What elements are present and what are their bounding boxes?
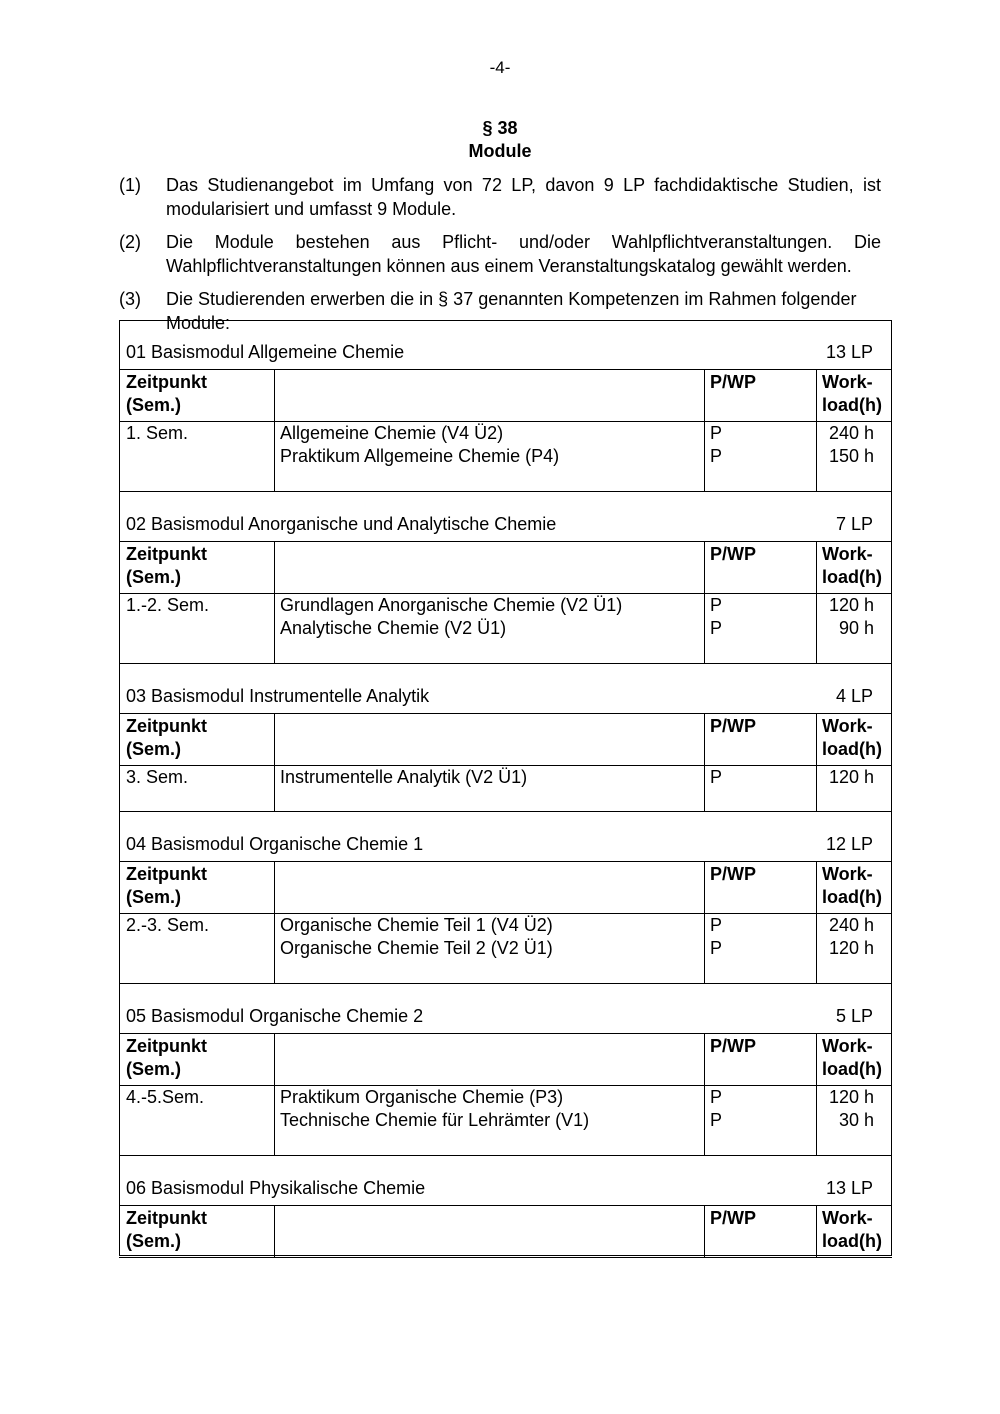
header-workload bbox=[822, 543, 882, 589]
paragraph-number: (2) bbox=[119, 232, 141, 252]
module-credit-points: 4 LP bbox=[835, 686, 873, 706]
module-title: 06 Basismodul Physikalische Chemie bbox=[126, 1178, 426, 1198]
column-rule bbox=[816, 861, 817, 983]
paragraph-text: Die Module bestehen aus Pflicht- und/oder Wahlpflichtveranstaltungen. Die Wahlpflichtveranstaltungen können aus einem Veranstaltungskatalog gewählt werden. bbox=[166, 232, 881, 276]
module-credit-points: 13 LP bbox=[825, 342, 873, 362]
header-workload-line2: load(h) bbox=[822, 739, 882, 759]
table-rule bbox=[119, 983, 892, 984]
course-workload: 240 h bbox=[828, 915, 874, 935]
module-title: 03 Basismodul Instrumentelle Analytik bbox=[126, 686, 430, 706]
course-type: P bbox=[710, 767, 723, 787]
column-rule bbox=[704, 369, 705, 491]
column-rule bbox=[274, 369, 275, 491]
header-workload bbox=[822, 1207, 882, 1253]
table-rule bbox=[119, 1155, 892, 1156]
column-rule bbox=[704, 541, 705, 663]
module-credit-points: 12 LP bbox=[825, 834, 873, 854]
header-zeitpunkt-line1: Zeitpunkt bbox=[126, 372, 207, 392]
table-rule bbox=[119, 1257, 892, 1258]
course-workload: 240 h bbox=[828, 423, 874, 443]
header-pwp: P/WP bbox=[710, 864, 757, 884]
module-table bbox=[119, 320, 892, 1256]
paragraph-number: (1) bbox=[119, 175, 141, 195]
course-type: P bbox=[710, 595, 723, 615]
table-rule bbox=[119, 1205, 892, 1206]
course-workloads bbox=[822, 594, 874, 640]
header-workload-line2: load(h) bbox=[822, 395, 882, 415]
semester-cell: 2.-3. Sem. bbox=[126, 915, 210, 935]
header-zeitpunkt-line2: (Sem.) bbox=[126, 887, 182, 907]
header-pwp: P/WP bbox=[710, 716, 757, 736]
paragraph-number: (3) bbox=[119, 289, 141, 309]
course-types bbox=[710, 914, 722, 960]
header-zeitpunkt bbox=[126, 715, 207, 761]
course-name: Organische Chemie Teil 2 (V2 Ü1) bbox=[280, 938, 553, 958]
column-rule bbox=[274, 1033, 275, 1155]
header-zeitpunkt-line2: (Sem.) bbox=[126, 1059, 182, 1079]
column-rule bbox=[816, 541, 817, 663]
header-zeitpunkt bbox=[126, 1035, 207, 1081]
module-title: 04 Basismodul Organische Chemie 1 bbox=[126, 834, 424, 854]
module-credit-points: 13 LP bbox=[825, 1178, 873, 1198]
course-names bbox=[280, 766, 527, 789]
header-zeitpunkt bbox=[126, 543, 207, 589]
module-credit-points: 5 LP bbox=[835, 1006, 873, 1026]
course-name: Technische Chemie für Lehrämter (V1) bbox=[280, 1110, 590, 1130]
column-rule bbox=[816, 369, 817, 491]
column-rule bbox=[704, 861, 705, 983]
table-rule bbox=[119, 811, 892, 812]
course-names bbox=[280, 422, 559, 468]
paragraph-1 bbox=[119, 173, 881, 221]
paragraph-text: Das Studienangebot im Umfang von 72 LP, davon 9 LP fachdidaktische Studien, ist modularisiert und umfasst 9 Module. bbox=[166, 175, 881, 219]
course-types bbox=[710, 422, 722, 468]
header-workload-line1: Work- bbox=[822, 1208, 873, 1228]
module-credit-points: 7 LP bbox=[835, 514, 873, 534]
course-name: Instrumentelle Analytik (V2 Ü1) bbox=[280, 767, 528, 787]
course-name: Grundlagen Anorganische Chemie (V2 Ü1) bbox=[280, 595, 623, 615]
header-workload-line1: Work- bbox=[822, 544, 873, 564]
header-workload-line2: load(h) bbox=[822, 887, 882, 907]
header-pwp: P/WP bbox=[710, 544, 757, 564]
header-workload-line2: load(h) bbox=[822, 1231, 882, 1251]
header-zeitpunkt-line1: Zeitpunkt bbox=[126, 864, 207, 884]
module-title: 05 Basismodul Organische Chemie 2 bbox=[126, 1006, 424, 1026]
header-zeitpunkt-line1: Zeitpunkt bbox=[126, 716, 207, 736]
header-workload-line2: load(h) bbox=[822, 567, 882, 587]
paragraph-text: Die Studierenden erwerben die in § 37 genannten Kompetenzen im Rahmen folgender Module: bbox=[166, 289, 857, 333]
course-workloads bbox=[822, 422, 874, 468]
header-workload-line1: Work- bbox=[822, 1036, 873, 1056]
header-workload bbox=[822, 715, 882, 761]
semester-cell: 1.-2. Sem. bbox=[126, 595, 210, 615]
header-zeitpunkt bbox=[126, 863, 207, 909]
header-zeitpunkt-line1: Zeitpunkt bbox=[126, 1036, 207, 1056]
paragraph-2 bbox=[119, 230, 881, 278]
semester-cell: 3. Sem. bbox=[126, 767, 189, 787]
course-workloads bbox=[822, 1086, 874, 1132]
section-title: Module bbox=[468, 141, 532, 161]
course-workloads bbox=[822, 914, 874, 960]
module-title: 01 Basismodul Allgemeine Chemie bbox=[126, 342, 405, 362]
header-workload-line2: load(h) bbox=[822, 1059, 882, 1079]
column-rule bbox=[704, 1033, 705, 1155]
table-rule bbox=[119, 713, 892, 714]
header-workload bbox=[822, 863, 882, 909]
table-rule bbox=[119, 369, 892, 370]
course-types bbox=[710, 594, 722, 640]
module-title: 02 Basismodul Anorganische und Analytische Chemie bbox=[126, 514, 557, 534]
header-zeitpunkt-line1: Zeitpunkt bbox=[126, 1208, 207, 1228]
header-workload-line1: Work- bbox=[822, 864, 873, 884]
section-heading bbox=[0, 117, 1000, 163]
course-names bbox=[280, 914, 553, 960]
header-zeitpunkt-line2: (Sem.) bbox=[126, 1231, 182, 1251]
table-rule bbox=[119, 1033, 892, 1034]
column-rule bbox=[704, 713, 705, 811]
column-rule bbox=[816, 713, 817, 811]
course-type: P bbox=[710, 423, 723, 443]
column-rule bbox=[274, 861, 275, 983]
course-workload: 120 h bbox=[828, 1087, 874, 1107]
course-names bbox=[280, 594, 622, 640]
table-rule bbox=[119, 663, 892, 664]
header-zeitpunkt bbox=[126, 371, 207, 417]
header-zeitpunkt-line2: (Sem.) bbox=[126, 567, 182, 587]
column-rule bbox=[704, 1205, 705, 1257]
page-number: -4- bbox=[489, 58, 511, 77]
course-workload: 30 h bbox=[838, 1110, 874, 1130]
course-name: Praktikum Allgemeine Chemie (P4) bbox=[280, 446, 560, 466]
course-name: Praktikum Organische Chemie (P3) bbox=[280, 1087, 564, 1107]
course-type: P bbox=[710, 1110, 723, 1130]
course-workload: 90 h bbox=[838, 618, 874, 638]
course-workload: 120 h bbox=[828, 595, 874, 615]
course-type: P bbox=[710, 446, 723, 466]
header-pwp: P/WP bbox=[710, 1208, 757, 1228]
header-pwp: P/WP bbox=[710, 372, 757, 392]
header-zeitpunkt-line1: Zeitpunkt bbox=[126, 544, 207, 564]
header-pwp: P/WP bbox=[710, 1036, 757, 1056]
course-workload: 120 h bbox=[828, 767, 874, 787]
course-name: Organische Chemie Teil 1 (V4 Ü2) bbox=[280, 915, 553, 935]
column-rule bbox=[816, 1033, 817, 1155]
column-rule bbox=[274, 1205, 275, 1257]
section-number: § 38 bbox=[482, 118, 518, 138]
course-workload: 120 h bbox=[828, 938, 874, 958]
header-workload bbox=[822, 371, 882, 417]
course-type: P bbox=[710, 938, 723, 958]
table-rule bbox=[119, 541, 892, 542]
column-rule bbox=[274, 541, 275, 663]
course-type: P bbox=[710, 618, 723, 638]
table-rule bbox=[119, 491, 892, 492]
course-workload: 150 h bbox=[828, 446, 874, 466]
column-rule bbox=[816, 1205, 817, 1257]
header-zeitpunkt bbox=[126, 1207, 207, 1253]
course-workloads bbox=[822, 766, 874, 789]
course-type: P bbox=[710, 915, 723, 935]
course-types bbox=[710, 766, 722, 789]
semester-cell: 1. Sem. bbox=[126, 423, 189, 443]
semester-cell: 4.-5.Sem. bbox=[126, 1087, 205, 1107]
header-workload-line1: Work- bbox=[822, 372, 873, 392]
header-zeitpunkt-line2: (Sem.) bbox=[126, 739, 182, 759]
course-name: Analytische Chemie (V2 Ü1) bbox=[280, 618, 507, 638]
header-zeitpunkt-line2: (Sem.) bbox=[126, 395, 182, 415]
header-workload bbox=[822, 1035, 882, 1081]
course-type: P bbox=[710, 1087, 723, 1107]
course-names bbox=[280, 1086, 589, 1132]
table-rule bbox=[119, 861, 892, 862]
column-rule bbox=[274, 713, 275, 811]
header-workload-line1: Work- bbox=[822, 716, 873, 736]
course-name: Allgemeine Chemie (V4 Ü2) bbox=[280, 423, 504, 443]
course-types bbox=[710, 1086, 722, 1132]
